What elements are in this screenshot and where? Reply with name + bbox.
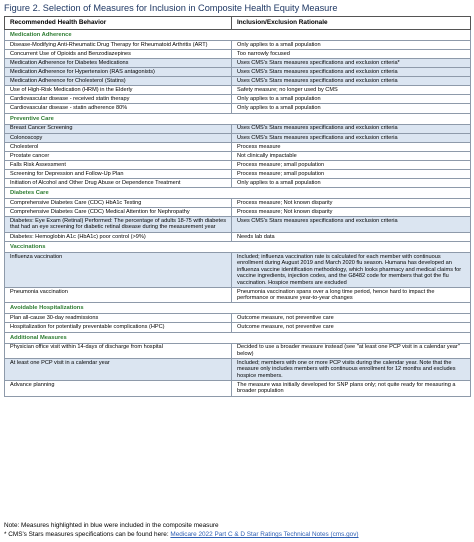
table-row <box>5 323 471 332</box>
table-row <box>5 59 471 68</box>
behavior-cell: Medication Adherence for Diabetes Medications <box>5 59 232 68</box>
behavior-cell: Advance planning <box>5 381 232 397</box>
behavior-cell: Influenza vaccination <box>5 252 232 287</box>
behavior-cell: Medication Adherence for Hypertension (RAS antagonists) <box>5 68 232 77</box>
behavior-cell: Prostate cancer <box>5 151 232 160</box>
behavior-cell: Cardiovascular disease - received statin therapy <box>5 95 232 104</box>
table-row <box>5 199 471 208</box>
section-title: Vaccinations <box>5 241 471 252</box>
behavior-cell: Comprehensive Diabetes Care (CDC) Medical Attention for Nephropathy <box>5 208 232 217</box>
behavior-cell: Diabetes: Eye Exam (Retinal) Performed: The percentage of adults 18-75 with diabetes that had an eye screening for diabetic retinal disease during the measurement year <box>5 217 232 233</box>
rationale-cell: Process measure; small population <box>232 160 471 169</box>
table-row <box>5 343 471 359</box>
behavior-cell: Screening for Depression and Follow-Up Plan <box>5 169 232 178</box>
rationale-cell: Outcome measure, not preventive care <box>232 314 471 323</box>
rationale-cell: Needs lab data <box>232 232 471 241</box>
behavior-cell: Pneumonia vaccination <box>5 287 232 303</box>
rationale-cell: Uses CMS's Stars measures specifications and exclusion criteria* <box>232 59 471 68</box>
rationale-cell: Uses CMS's Stars measures specifications and exclusion criteria <box>232 133 471 142</box>
rationale-cell: Pneumonia vaccination spans over a long time period, hence hard to impact the performance or measure year-to-year changes <box>232 287 471 303</box>
rationale-cell: Only applies to a small population <box>232 41 471 50</box>
rationale-cell: The measure was initially developed for SNP plans only; not quite ready for measuring a broader population <box>232 381 471 397</box>
behavior-cell: Use of High-Risk Medication (HRM) in the Elderly <box>5 86 232 95</box>
table-row <box>5 95 471 104</box>
column-header-behavior: Recommended Health Behavior <box>5 17 232 30</box>
table-row <box>5 50 471 59</box>
behavior-cell: Physician office visit within 14-days of discharge from hospital <box>5 343 232 359</box>
behavior-cell: Breast Cancer Screening <box>5 124 232 133</box>
table-header-row <box>5 17 471 30</box>
measures-table <box>4 16 471 397</box>
section-header-row <box>5 113 471 124</box>
table-row <box>5 77 471 86</box>
note-stars-prefix: * CMS's Stars measures specifications can be found here: <box>4 531 171 539</box>
behavior-cell: At least one PCP visit in a calendar year <box>5 359 232 381</box>
table-row <box>5 287 471 303</box>
rationale-cell: Uses CMS's Stars measures specifications and exclusion criteria <box>232 217 471 233</box>
table-row <box>5 252 471 287</box>
section-title: Diabetes Care <box>5 187 471 198</box>
behavior-cell: Cardiovascular disease - statin adherence 80% <box>5 104 232 113</box>
rationale-cell: Process measure; Not known disparity <box>232 199 471 208</box>
behavior-cell: Initiation of Alcohol and Other Drug Abuse or Dependence Treatment <box>5 178 232 187</box>
stars-technical-notes-link[interactable]: Medicare 2022 Part C & D Star Ratings Technical Notes (cms.gov) <box>170 531 359 539</box>
table-row <box>5 169 471 178</box>
rationale-cell: Process measure <box>232 142 471 151</box>
section-header-row <box>5 241 471 252</box>
rationale-cell: Process measure; small population <box>232 169 471 178</box>
behavior-cell: Falls Risk Assessment <box>5 160 232 169</box>
notes <box>4 521 470 539</box>
behavior-cell: Comprehensive Diabetes Care (CDC) HbA1c Testing <box>5 199 232 208</box>
rationale-cell: Decided to use a broader measure instead (see "at least one PCP visit in a calendar year" below) <box>232 343 471 359</box>
rationale-cell: Outcome measure, not preventive care <box>232 323 471 332</box>
table-row <box>5 359 471 381</box>
table-row <box>5 381 471 397</box>
table-row <box>5 160 471 169</box>
table-row <box>5 41 471 50</box>
rationale-cell: Safety measure; no longer used by CMS <box>232 86 471 95</box>
table-body <box>5 30 471 397</box>
section-header-row <box>5 303 471 314</box>
behavior-cell: Colonoscopy <box>5 133 232 142</box>
behavior-cell: Hospitalization for potentially preventable complications (HPC) <box>5 323 232 332</box>
rationale-cell: Uses CMS's Stars measures specifications and exclusion criteria <box>232 68 471 77</box>
behavior-cell: Plan all-cause 30-day readmissions <box>5 314 232 323</box>
table-row <box>5 68 471 77</box>
table-row <box>5 178 471 187</box>
table-row <box>5 86 471 95</box>
table-row <box>5 151 471 160</box>
table-row <box>5 124 471 133</box>
rationale-cell: Process measure; Not known disparity <box>232 208 471 217</box>
rationale-cell: Included; members with one or more PCP visits during the calendar year. Note that the measure only includes members with continuous enrollment for 12 months and excludes hospice members. <box>232 359 471 381</box>
note-highlight-legend: Note: Measures highlighted in blue were included in the composite measure <box>4 522 219 529</box>
section-header-row <box>5 332 471 343</box>
section-header-row <box>5 187 471 198</box>
section-title: Medication Adherence <box>5 30 471 41</box>
table-row <box>5 208 471 217</box>
rationale-cell: Only applies to a small population <box>232 104 471 113</box>
rationale-cell: Too narrowly focused <box>232 50 471 59</box>
figure-title: Figure 2. Selection of Measures for Inclusion in Composite Health Equity Measure <box>4 3 338 13</box>
behavior-cell: Disease-Modifying Anti-Rheumatic Drug Therapy for Rheumatoid Arthritis (ART) <box>5 41 232 50</box>
rationale-cell: Only applies to a small population <box>232 178 471 187</box>
column-header-rationale: Inclusion/Exclusion Rationale <box>232 17 471 30</box>
behavior-cell: Cholesterol <box>5 142 232 151</box>
note-stars-specs <box>4 530 470 539</box>
table-row <box>5 232 471 241</box>
section-title: Additional Measures <box>5 332 471 343</box>
rationale-cell: Uses CMS's Stars measures specifications and exclusion criteria <box>232 77 471 86</box>
table-row <box>5 142 471 151</box>
table-row <box>5 133 471 142</box>
rationale-cell: Not clinically impactable <box>232 151 471 160</box>
section-title: Avoidable Hospitalizations <box>5 303 471 314</box>
behavior-cell: Concurrent Use of Opioids and Benzodiazepines <box>5 50 232 59</box>
table-row <box>5 314 471 323</box>
section-title: Preventive Care <box>5 113 471 124</box>
rationale-cell: Included; influenza vaccination rate is calculated for each member with continuous enrollment during August 2019 and March 2020 flu season. Humana has developed an influenza vaccine identification methodology, which looks pharmacy and medical claims for vaccine ingredients, injection codes, and the G8482 code for members that got the flu vaccination. Hospice members are excluded <box>232 252 471 287</box>
behavior-cell: Diabetes: Hemoglobin A1c (HbA1c) poor control (>9%) <box>5 232 232 241</box>
rationale-cell: Only applies to a small population <box>232 95 471 104</box>
table-row <box>5 217 471 233</box>
section-header-row <box>5 30 471 41</box>
rationale-cell: Uses CMS's Stars measures specifications and exclusion criteria <box>232 124 471 133</box>
table-row <box>5 104 471 113</box>
behavior-cell: Medication Adherence for Cholesterol (Statins) <box>5 77 232 86</box>
